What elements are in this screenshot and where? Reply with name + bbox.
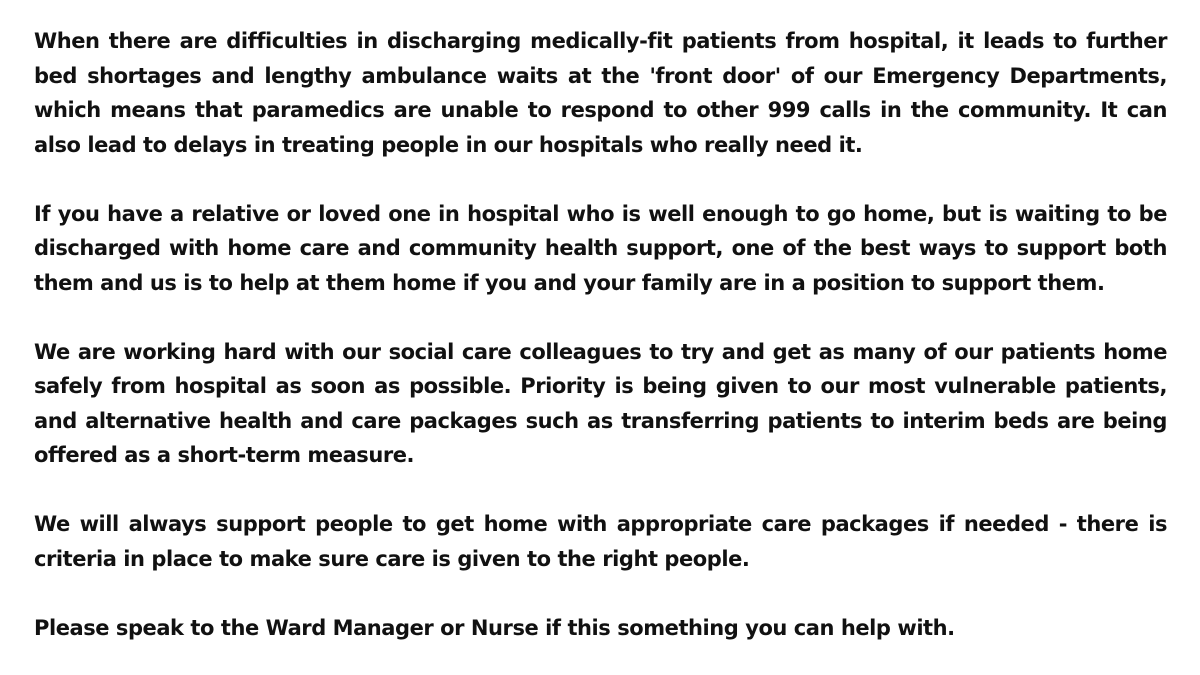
paragraph-contact-ward: Please speak to the Ward Manager or Nurse if this something you can help with. — [34, 615, 955, 640]
paragraph-relative-support: If you have a relative or loved one in hospital who is well enough to go home, but is waiting to be discharged with home care and community health support, one of the best ways to support both them and us is to help at them home if you and your family are in a position to support them. — [34, 201, 1167, 295]
paragraph-care-packages: We will always support people to get home with appropriate care packages if needed - there is criteria in place to make sure care is given to the right people. — [34, 512, 1167, 571]
document-body — [34, 24, 1167, 645]
paragraph-discharge-difficulties: When there are difficulties in discharging medically-fit patients from hospital, it leads to further bed shortages and lengthy ambulance waits at the 'front door' of our Emergency Departments, which means that paramedics are unable to respond to other 999 calls in the community. It can also lead to delays in treating people in our hospitals who really need it. — [34, 29, 1167, 157]
paragraph-social-care-work: We are working hard with our social care colleagues to try and get as many of our patients home safely from hospital as soon as possible. Priority is being given to our most vulnerable patients, and alternative health and care packages such as transferring patients to interim beds are being offered as a short-term measure. — [34, 339, 1167, 467]
